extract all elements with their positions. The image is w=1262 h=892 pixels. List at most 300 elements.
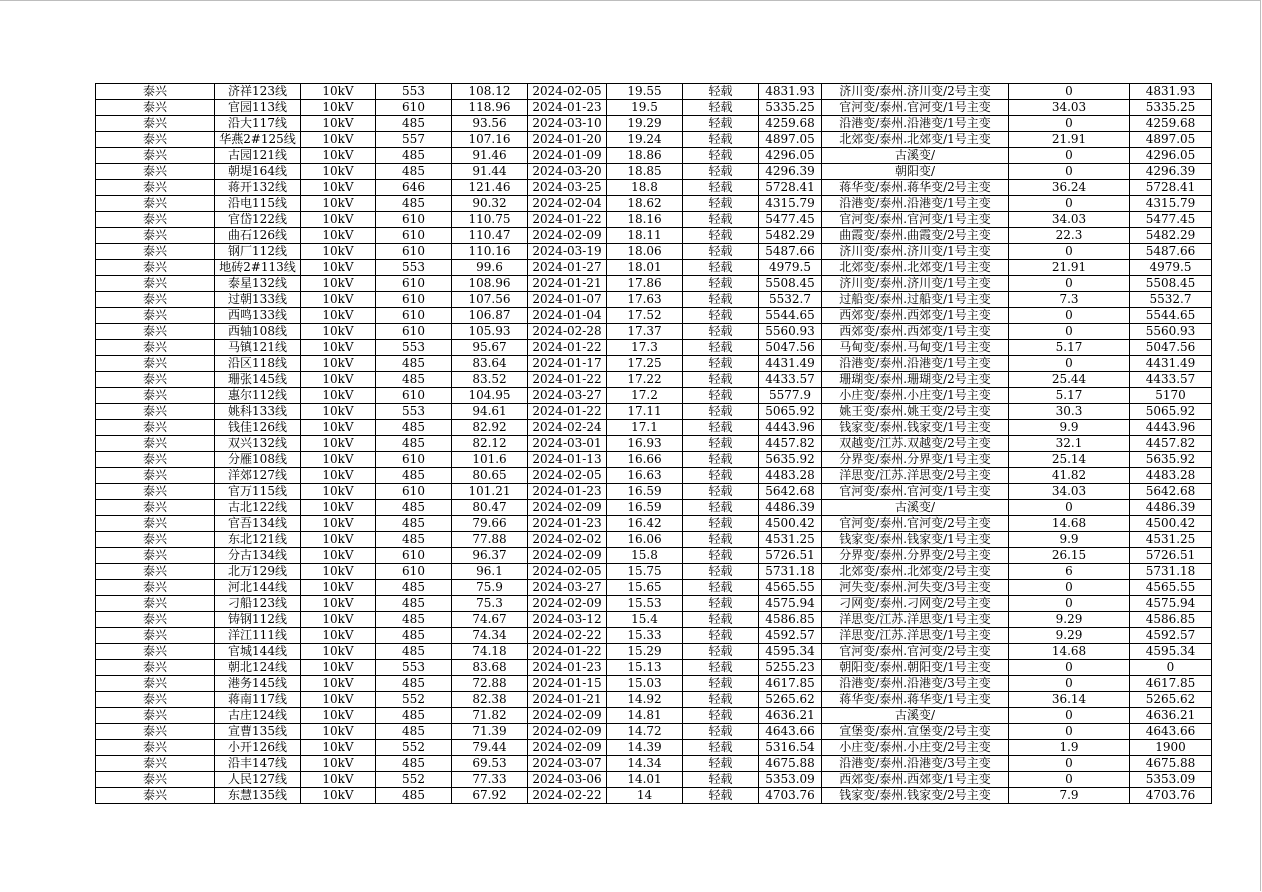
- table-cell: 5487.66: [759, 244, 822, 260]
- table-cell: 5353.09: [759, 772, 822, 788]
- table-cell: 轻载: [683, 644, 759, 660]
- table-cell: 7.9: [1009, 788, 1130, 804]
- table-cell: 官吾134线: [215, 516, 301, 532]
- table-cell: 18.62: [607, 196, 683, 212]
- table-cell: 泰兴: [96, 356, 215, 372]
- table-cell: 1900: [1130, 740, 1212, 756]
- table-cell: 104.95: [452, 388, 528, 404]
- table-cell: 朝北124线: [215, 660, 301, 676]
- table-cell: 10kV: [301, 612, 376, 628]
- table-cell: 2024-02-09: [528, 596, 607, 612]
- table-row: [96, 404, 1212, 420]
- table-row: [96, 660, 1212, 676]
- table-cell: 4675.88: [759, 756, 822, 772]
- table-cell: 101.21: [452, 484, 528, 500]
- table-cell: 0: [1009, 84, 1130, 100]
- table-cell: 10kV: [301, 308, 376, 324]
- table-cell: 94.61: [452, 404, 528, 420]
- table-cell: 沿大117线: [215, 116, 301, 132]
- table-cell: 沿港变/泰州.沿港变/3号主变: [822, 756, 1009, 772]
- table-cell: 轻载: [683, 740, 759, 756]
- table-cell: 552: [376, 740, 452, 756]
- table-cell: 34.03: [1009, 212, 1130, 228]
- table-cell: 泰兴: [96, 452, 215, 468]
- table-row: [96, 292, 1212, 308]
- table-row: [96, 468, 1212, 484]
- table-cell: 10kV: [301, 116, 376, 132]
- table-cell: 4575.94: [1130, 596, 1212, 612]
- table-cell: 小庄变/泰州.小庄变/2号主变: [822, 740, 1009, 756]
- table-cell: 4531.25: [1130, 532, 1212, 548]
- table-cell: 110.47: [452, 228, 528, 244]
- table-cell: 34.03: [1009, 100, 1130, 116]
- table-cell: 轻载: [683, 212, 759, 228]
- table-cell: 泰兴: [96, 100, 215, 116]
- table-cell: 485: [376, 500, 452, 516]
- table-cell: 官园113线: [215, 100, 301, 116]
- table-cell: 泰兴: [96, 516, 215, 532]
- table-cell: 5047.56: [1130, 340, 1212, 356]
- table-cell: 10kV: [301, 484, 376, 500]
- table-cell: 10kV: [301, 580, 376, 596]
- table-cell: 2024-03-06: [528, 772, 607, 788]
- table-row: [96, 180, 1212, 196]
- table-cell: 16.59: [607, 500, 683, 516]
- table-cell: 泰兴: [96, 532, 215, 548]
- table-cell: 17.1: [607, 420, 683, 436]
- table-row: [96, 340, 1212, 356]
- table-cell: 96.1: [452, 564, 528, 580]
- table-cell: 610: [376, 308, 452, 324]
- table-cell: 32.1: [1009, 436, 1130, 452]
- table-row: [96, 564, 1212, 580]
- table-cell: 30.3: [1009, 404, 1130, 420]
- table-cell: 曲霞变/泰州.曲霞变/2号主变: [822, 228, 1009, 244]
- table-cell: 10kV: [301, 452, 376, 468]
- table-cell: 西鸣133线: [215, 308, 301, 324]
- table-cell: 0: [1009, 196, 1130, 212]
- table-row: [96, 356, 1212, 372]
- table-cell: 74.67: [452, 612, 528, 628]
- table-cell: 17.86: [607, 276, 683, 292]
- table-cell: 朝堤164线: [215, 164, 301, 180]
- table-cell: 18.11: [607, 228, 683, 244]
- table-cell: 610: [376, 388, 452, 404]
- table-cell: 10kV: [301, 740, 376, 756]
- table-cell: 北郊变/泰州.北郊变/1号主变: [822, 132, 1009, 148]
- table-cell: 泰兴: [96, 324, 215, 340]
- table-cell: 2024-03-19: [528, 244, 607, 260]
- table-cell: 107.16: [452, 132, 528, 148]
- table-cell: 553: [376, 260, 452, 276]
- table-cell: 485: [376, 628, 452, 644]
- table-cell: 0: [1009, 164, 1130, 180]
- table-cell: 10kV: [301, 340, 376, 356]
- table-cell: 5731.18: [1130, 564, 1212, 580]
- table-cell: 18.86: [607, 148, 683, 164]
- table-cell: 91.44: [452, 164, 528, 180]
- table-cell: 4315.79: [759, 196, 822, 212]
- table-cell: 0: [1009, 660, 1130, 676]
- table-row: [96, 260, 1212, 276]
- table-cell: 0: [1130, 660, 1212, 676]
- table-cell: 2024-01-13: [528, 452, 607, 468]
- table-cell: 轻载: [683, 532, 759, 548]
- table-cell: 10kV: [301, 436, 376, 452]
- table-cell: 5047.56: [759, 340, 822, 356]
- table-cell: 小开126线: [215, 740, 301, 756]
- table-cell: 14.34: [607, 756, 683, 772]
- table-cell: 泰兴: [96, 180, 215, 196]
- table-cell: 15.29: [607, 644, 683, 660]
- table-cell: 轻载: [683, 484, 759, 500]
- table-cell: 18.85: [607, 164, 683, 180]
- table-cell: 25.44: [1009, 372, 1130, 388]
- table-cell: 2024-01-15: [528, 676, 607, 692]
- table-cell: 4433.57: [1130, 372, 1212, 388]
- table-cell: 地砖2#113线: [215, 260, 301, 276]
- table-cell: 5265.62: [1130, 692, 1212, 708]
- table-cell: 2024-03-27: [528, 388, 607, 404]
- table-cell: 10kV: [301, 772, 376, 788]
- table-row: [96, 228, 1212, 244]
- table-cell: 轻载: [683, 452, 759, 468]
- table-cell: 北万129线: [215, 564, 301, 580]
- line-load-table: [95, 83, 1212, 804]
- table-cell: 轻载: [683, 756, 759, 772]
- table-cell: 41.82: [1009, 468, 1130, 484]
- table-cell: 485: [376, 372, 452, 388]
- table-cell: 71.82: [452, 708, 528, 724]
- table-row: [96, 164, 1212, 180]
- table-cell: 蒋南117线: [215, 692, 301, 708]
- table-cell: 古庄124线: [215, 708, 301, 724]
- table-cell: 10kV: [301, 180, 376, 196]
- table-cell: 10kV: [301, 420, 376, 436]
- table-cell: 19.55: [607, 84, 683, 100]
- table-cell: 4979.5: [1130, 260, 1212, 276]
- table-cell: 485: [376, 420, 452, 436]
- table-cell: 15.03: [607, 676, 683, 692]
- table-cell: 5065.92: [1130, 404, 1212, 420]
- table-row: [96, 420, 1212, 436]
- table-cell: 5265.62: [759, 692, 822, 708]
- table-cell: 93.56: [452, 116, 528, 132]
- table-cell: 72.88: [452, 676, 528, 692]
- table-cell: 0: [1009, 724, 1130, 740]
- table-cell: 17.22: [607, 372, 683, 388]
- table-cell: 泰兴: [96, 212, 215, 228]
- table-cell: 古北122线: [215, 500, 301, 516]
- table-cell: 610: [376, 548, 452, 564]
- table-cell: 分界变/泰州.分界变/1号主变: [822, 452, 1009, 468]
- table-cell: 0: [1009, 772, 1130, 788]
- table-cell: 4703.76: [1130, 788, 1212, 804]
- table-row: [96, 116, 1212, 132]
- table-cell: 118.96: [452, 100, 528, 116]
- table-cell: 官岱122线: [215, 212, 301, 228]
- table-cell: 25.14: [1009, 452, 1130, 468]
- table-cell: 10kV: [301, 244, 376, 260]
- table-cell: 2024-02-09: [528, 500, 607, 516]
- table-cell: 刁船123线: [215, 596, 301, 612]
- table-cell: 75.3: [452, 596, 528, 612]
- table-cell: 553: [376, 404, 452, 420]
- table-cell: 5487.66: [1130, 244, 1212, 260]
- table-cell: 4586.85: [1130, 612, 1212, 628]
- table-cell: 5508.45: [759, 276, 822, 292]
- table-cell: 泰兴: [96, 196, 215, 212]
- table-cell: 485: [376, 724, 452, 740]
- table-cell: 官河变/泰州.官河变/1号主变: [822, 212, 1009, 228]
- table-row: [96, 724, 1212, 740]
- table-cell: 10kV: [301, 724, 376, 740]
- table-cell: 泰兴: [96, 260, 215, 276]
- table-cell: 14.68: [1009, 516, 1130, 532]
- table-cell: 10kV: [301, 644, 376, 660]
- table-cell: 4431.49: [1130, 356, 1212, 372]
- table-cell: 泰兴: [96, 340, 215, 356]
- table-cell: 泰兴: [96, 372, 215, 388]
- table-row: [96, 788, 1212, 804]
- table-cell: 泰兴: [96, 708, 215, 724]
- table-cell: 0: [1009, 308, 1130, 324]
- table-cell: 0: [1009, 116, 1130, 132]
- table-cell: 5544.65: [759, 308, 822, 324]
- table-cell: 轻载: [683, 308, 759, 324]
- table-cell: 80.65: [452, 468, 528, 484]
- table-cell: 10kV: [301, 84, 376, 100]
- table-cell: 4565.55: [1130, 580, 1212, 596]
- table-cell: 79.44: [452, 740, 528, 756]
- table-cell: 泰兴: [96, 660, 215, 676]
- table-cell: 4643.66: [759, 724, 822, 740]
- table-cell: 101.6: [452, 452, 528, 468]
- table-cell: 过朝133线: [215, 292, 301, 308]
- table-cell: 17.37: [607, 324, 683, 340]
- table-cell: 2024-03-10: [528, 116, 607, 132]
- table-cell: 77.33: [452, 772, 528, 788]
- table-cell: 5560.93: [1130, 324, 1212, 340]
- table-cell: 官河变/泰州.官河变/2号主变: [822, 516, 1009, 532]
- table-row: [96, 692, 1212, 708]
- table-cell: 610: [376, 100, 452, 116]
- table-cell: 济川变/泰州.济川变/2号主变: [822, 84, 1009, 100]
- table-cell: 0: [1009, 356, 1130, 372]
- table-cell: 485: [376, 596, 452, 612]
- table-cell: 18.06: [607, 244, 683, 260]
- table-cell: 82.92: [452, 420, 528, 436]
- table-cell: 双越变/江苏.双越变/2号主变: [822, 436, 1009, 452]
- table-cell: 15.65: [607, 580, 683, 596]
- table-cell: 10kV: [301, 628, 376, 644]
- table-cell: 泰兴: [96, 84, 215, 100]
- table-cell: 官河变/泰州.官河变/1号主变: [822, 484, 1009, 500]
- table-cell: 北郊变/泰州.北郊变/1号主变: [822, 260, 1009, 276]
- table-cell: 96.37: [452, 548, 528, 564]
- table-cell: 10kV: [301, 788, 376, 804]
- table-cell: 钱家变/泰州.钱家变/2号主变: [822, 788, 1009, 804]
- table-cell: 19.29: [607, 116, 683, 132]
- table-cell: 5532.7: [759, 292, 822, 308]
- table-cell: 曲石126线: [215, 228, 301, 244]
- table-cell: 4259.68: [1130, 116, 1212, 132]
- table-cell: 泰兴: [96, 164, 215, 180]
- table-cell: 10kV: [301, 148, 376, 164]
- table-cell: 10kV: [301, 324, 376, 340]
- table-cell: 108.12: [452, 84, 528, 100]
- table-cell: 东北121线: [215, 532, 301, 548]
- table-cell: 2024-02-09: [528, 228, 607, 244]
- table-cell: 轻载: [683, 196, 759, 212]
- table-cell: 610: [376, 244, 452, 260]
- table-cell: 0: [1009, 500, 1130, 516]
- table-cell: 西轴108线: [215, 324, 301, 340]
- table-cell: 双兴132线: [215, 436, 301, 452]
- table-cell: 沿港变/泰州.沿港变/1号主变: [822, 116, 1009, 132]
- table-cell: 15.4: [607, 612, 683, 628]
- table-cell: 4831.93: [759, 84, 822, 100]
- table-cell: 10kV: [301, 164, 376, 180]
- table-cell: 西郊变/泰州.西郊变/1号主变: [822, 772, 1009, 788]
- table-cell: 惠尔112线: [215, 388, 301, 404]
- table-cell: 485: [376, 516, 452, 532]
- table-cell: 5532.7: [1130, 292, 1212, 308]
- table-cell: 36.14: [1009, 692, 1130, 708]
- table-cell: 2024-03-07: [528, 756, 607, 772]
- table-cell: 10kV: [301, 516, 376, 532]
- table-cell: 4592.57: [759, 628, 822, 644]
- table-cell: 轻载: [683, 708, 759, 724]
- table-cell: 2024-02-09: [528, 740, 607, 756]
- table-cell: 5726.51: [1130, 548, 1212, 564]
- table-row: [96, 772, 1212, 788]
- table-cell: 610: [376, 324, 452, 340]
- table-cell: 16.66: [607, 452, 683, 468]
- table-cell: 5642.68: [1130, 484, 1212, 500]
- table-cell: 5255.23: [759, 660, 822, 676]
- table-cell: 轻载: [683, 676, 759, 692]
- table-cell: 10kV: [301, 708, 376, 724]
- table-cell: 蒋开132线: [215, 180, 301, 196]
- table-cell: 16.93: [607, 436, 683, 452]
- table-cell: 5170: [1130, 388, 1212, 404]
- table-cell: 5635.92: [1130, 452, 1212, 468]
- table-row: [96, 388, 1212, 404]
- table-cell: 610: [376, 212, 452, 228]
- table-cell: 泰兴: [96, 692, 215, 708]
- table-cell: 4595.34: [1130, 644, 1212, 660]
- table-cell: 610: [376, 564, 452, 580]
- table-cell: 485: [376, 196, 452, 212]
- table-cell: 34.03: [1009, 484, 1130, 500]
- table-cell: 4443.96: [759, 420, 822, 436]
- table-cell: 19.24: [607, 132, 683, 148]
- table-cell: 泰兴: [96, 548, 215, 564]
- table-cell: 沿电115线: [215, 196, 301, 212]
- table-row: [96, 676, 1212, 692]
- table-cell: 646: [376, 180, 452, 196]
- table-cell: 轻载: [683, 372, 759, 388]
- table-cell: 74.18: [452, 644, 528, 660]
- table-row: [96, 324, 1212, 340]
- table-cell: 4296.05: [759, 148, 822, 164]
- table-row: [96, 580, 1212, 596]
- table-cell: 0: [1009, 708, 1130, 724]
- table-cell: 钢厂112线: [215, 244, 301, 260]
- table-cell: 4586.85: [759, 612, 822, 628]
- table-cell: 2024-01-27: [528, 260, 607, 276]
- table-cell: 轻载: [683, 388, 759, 404]
- table-cell: 轻载: [683, 100, 759, 116]
- table-cell: 17.11: [607, 404, 683, 420]
- table-cell: 钱家变/泰州.钱家变/1号主变: [822, 532, 1009, 548]
- table-cell: 10kV: [301, 596, 376, 612]
- table-cell: 16.06: [607, 532, 683, 548]
- table-cell: 108.96: [452, 276, 528, 292]
- table-cell: 82.38: [452, 692, 528, 708]
- table-cell: 4483.28: [759, 468, 822, 484]
- table-cell: 2024-01-07: [528, 292, 607, 308]
- table-cell: 4457.82: [1130, 436, 1212, 452]
- table-cell: 106.87: [452, 308, 528, 324]
- table-cell: 轻载: [683, 516, 759, 532]
- table-cell: 16.59: [607, 484, 683, 500]
- table-cell: 80.47: [452, 500, 528, 516]
- table-cell: 轻载: [683, 292, 759, 308]
- table-row: [96, 756, 1212, 772]
- table-cell: 钱佳126线: [215, 420, 301, 436]
- table-cell: 610: [376, 292, 452, 308]
- table-cell: 2024-02-09: [528, 724, 607, 740]
- table-cell: 553: [376, 660, 452, 676]
- table-cell: 姚科133线: [215, 404, 301, 420]
- table-cell: 485: [376, 612, 452, 628]
- table-cell: 107.56: [452, 292, 528, 308]
- table-cell: 分古134线: [215, 548, 301, 564]
- table-cell: 6: [1009, 564, 1130, 580]
- table-cell: 2024-01-22: [528, 404, 607, 420]
- table-cell: 蒋华变/泰州.蒋华变/2号主变: [822, 180, 1009, 196]
- table-cell: 15.33: [607, 628, 683, 644]
- table-cell: 5482.29: [1130, 228, 1212, 244]
- table-cell: 9.9: [1009, 532, 1130, 548]
- table-cell: 轻载: [683, 612, 759, 628]
- table-cell: 485: [376, 468, 452, 484]
- table-cell: 济祥123线: [215, 84, 301, 100]
- table-cell: 14.68: [1009, 644, 1130, 660]
- table-cell: 官城144线: [215, 644, 301, 660]
- table-cell: 557: [376, 132, 452, 148]
- table-cell: 2024-01-20: [528, 132, 607, 148]
- table-cell: 钱家变/泰州.钱家变/1号主变: [822, 420, 1009, 436]
- table-cell: 4703.76: [759, 788, 822, 804]
- table-cell: 2024-03-01: [528, 436, 607, 452]
- table-cell: 泰兴: [96, 436, 215, 452]
- table-row: [96, 372, 1212, 388]
- table-cell: 轻载: [683, 596, 759, 612]
- table-cell: 西郊变/泰州.西郊变/1号主变: [822, 308, 1009, 324]
- table-cell: 10kV: [301, 660, 376, 676]
- table-cell: 10kV: [301, 228, 376, 244]
- table-cell: 4296.39: [759, 164, 822, 180]
- table-cell: 2024-02-24: [528, 420, 607, 436]
- table-cell: 5731.18: [759, 564, 822, 580]
- table-cell: 15.8: [607, 548, 683, 564]
- table-cell: 古溪变/: [822, 708, 1009, 724]
- table-cell: 16.42: [607, 516, 683, 532]
- table-cell: 轻载: [683, 228, 759, 244]
